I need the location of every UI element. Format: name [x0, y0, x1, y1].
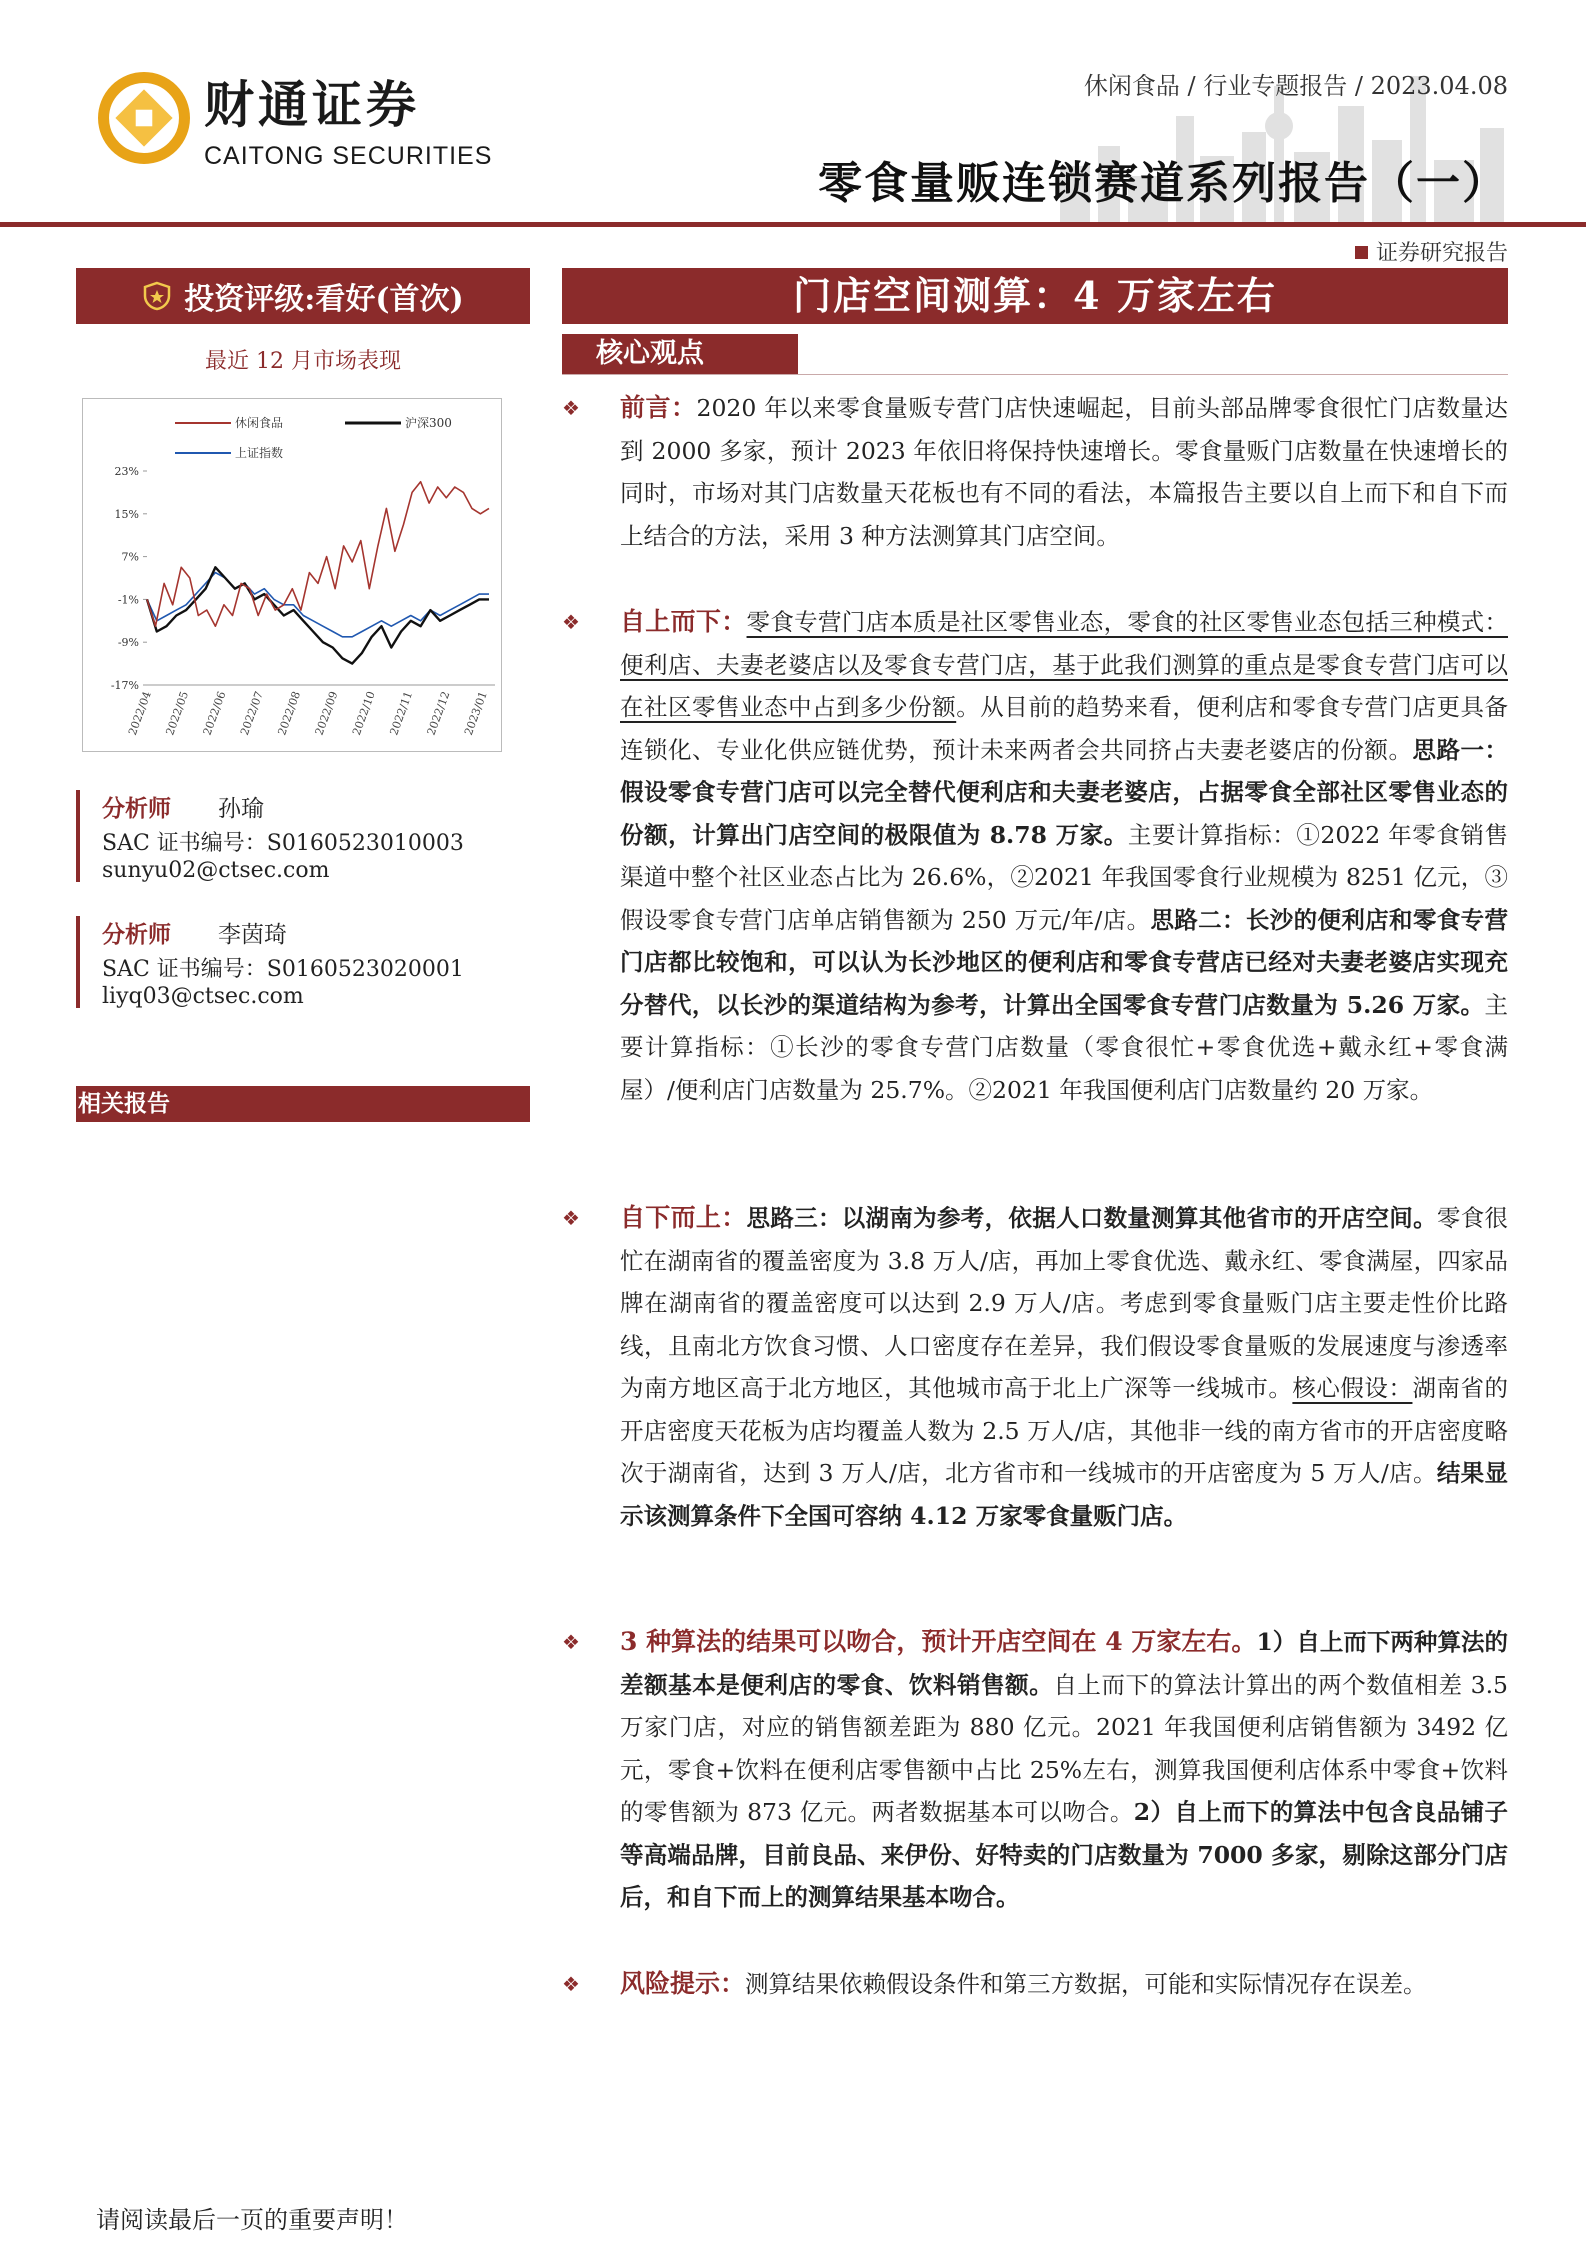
top-down-text-2: 主要计算指标：①2022 年零食销售渠道中整个社区业态占比为 26.6%，②2021 年我国零食行业规模为 8251 亿元，③假设零食专营门店单店销售额为 250 万元/年/店。: [620, 820, 1508, 934]
conclusion-lead: 3 种算法的结果可以吻合，预计开店空间在 4 万家左右。: [620, 1627, 1257, 1656]
legend-label-sse: 上证指数: [235, 446, 284, 460]
report-type-label: 证券研究报告: [1375, 241, 1508, 266]
analyst-1-name: 孙瑜: [218, 796, 264, 822]
top-down-text-3: 主要计算指标：①长沙的零食专营门店数量（零食很忙+零食优选+戴永红+零食满屋）/便利店门店数量为 25.7%。②2021 年我国便利店门店数量约 20 万家。: [620, 990, 1508, 1104]
approach-1: 思路一：假设零食专营门店可以完全替代便利店和夫妻老婆店，占据零食全部社区零售业态的份额，计算出门店空间的极限值为 8.78 万家。: [620, 735, 1509, 849]
conclusion-text-1: 自上而下的算法计算出的两个数值相差 3.5 万家门店，对应的销售额差距为 880 亿元。2021 年我国便利店销售额为 3492 亿元，零食+饮料在便利店零售额中占比 25%左右，测算我国便利店体系中零食+饮料的零售额为 873 亿元。两者数据基本可以吻合。: [620, 1670, 1508, 1826]
x-tick-label: 2022/12: [424, 689, 453, 737]
core-assumption-label: 核心假设：: [1292, 1374, 1413, 1402]
plot-area: [147, 482, 489, 664]
approach-3: 思路三：以湖南为参考，依据人口数量测算其他省市的开店空间。: [746, 1204, 1437, 1232]
chart-legend: [175, 415, 452, 460]
bottom-up-result: 结果显示该测算条件下全国可容纳 4.12 万家零食量贩门店。: [620, 1459, 1508, 1530]
y-axis-ticks: [111, 465, 147, 692]
brand-name-cn: 财通证券: [204, 76, 420, 134]
chart-svg: [83, 399, 501, 751]
analyst-1-bar: [76, 790, 80, 882]
diamond-bullet-icon: ❖: [562, 1972, 580, 1996]
series-line-leisure-food: [147, 482, 489, 627]
risk-lead: 风险提示：: [620, 1969, 746, 1998]
paragraph-bottom-up: [562, 1197, 1508, 1537]
y-tick-label: 15%: [114, 507, 139, 521]
y-tick-label: 7%: [121, 550, 139, 564]
x-tick-label: 2022/07: [237, 689, 266, 737]
caitong-logo-icon: [98, 72, 190, 164]
paragraph-conclusion: [562, 1621, 1508, 1919]
x-tick-label: 2022/05: [163, 689, 192, 737]
paragraph-preface: [562, 387, 1508, 557]
y-tick-label: -9%: [117, 636, 139, 650]
core-view-tab: 核心观点: [562, 334, 798, 374]
analyst-2-email[interactable]: liyq03@ctsec.com: [102, 984, 304, 1009]
preface-lead: 前言：: [620, 393, 697, 422]
market-performance-chart: [82, 398, 502, 752]
shield-star-icon: [142, 281, 172, 311]
top-down-lead: 自上而下：: [620, 607, 747, 636]
approach-2: 思路二：长沙的便利店和零食专营门店都比较饱和，可以认为长沙地区的便利店和零食专营店已经对夫妻老婆店实现充分替代，以长沙的渠道结构为参考，计算出全国零食专营门店数量为 5.26 万家。: [620, 905, 1508, 1019]
bottom-up-text-1: 零食很忙在湖南省的覆盖密度为 3.8 万人/店，再加上零食优选、戴永红、零食满屋，四家品牌在湖南省的覆盖密度可以达到 2.9 万人/店。考虑到零食量贩门店主要走性价比路线，且南北方饮食习惯、人口密度存在差异，我们假设零食量贩的发展速度与渗透率为南方地区高于北方地区，其他城市高于北上广深等一线城市。: [620, 1204, 1509, 1402]
y-tick-label: -1%: [117, 593, 139, 607]
legend-label-leisure-food: 休闲食品: [235, 416, 284, 430]
legend-label-hs300: 沪深300: [405, 416, 452, 430]
x-axis-ticks: [126, 685, 495, 737]
x-tick-label: 2022/08: [275, 689, 304, 737]
report-type: [1355, 236, 1508, 267]
x-tick-label: 2022/06: [200, 689, 229, 737]
paragraph-risk: [562, 1963, 1508, 2006]
analyst-2-bar: [76, 916, 80, 1008]
x-tick-label: 2022/04: [125, 689, 154, 737]
diamond-bullet-icon: ❖: [562, 1630, 580, 1654]
square-icon: [1355, 246, 1368, 259]
related-reports-heading: 相关报告: [76, 1086, 530, 1122]
header-meta: 休闲食品 / 行业专题报告 / 2023.04.08: [1083, 72, 1508, 100]
footer-disclaimer-note: 请阅读最后一页的重要声明！: [96, 2206, 408, 2234]
top-down-text-1: 。从目前的趋势来看，便利店和零食专营门店更具备连锁化、专业化供应链优势，预计未来两者会共同挤占夫妻老婆店的份额。: [620, 693, 1509, 764]
x-tick-label: 2022/09: [312, 689, 341, 737]
analyst-1-sac: SAC 证书编号：S0160523010003: [102, 831, 464, 856]
preface-text: 2020 年以来零食量贩专营门店快速崛起，目前头部品牌零食很忙门店数量达到 2000 多家，预计 2023 年依旧将保持快速增长。零食量贩门店数量在快速增长的同时，市场对其门店数量天花板也有不同的看法，本篇报告主要以自上而下和自下而上结合的方法，采用 3 种方法测算其门店空间。: [620, 394, 1508, 550]
bottom-up-text-2: 湖南省的开店密度天花板为店均覆盖人数为 2.5 万人/店，其他非一线的南方省市的开店密度略次于湖南省，达到 3 万人/店，北方省市和一线城市的开店密度为 5 万人/店。: [620, 1374, 1509, 1487]
x-tick-label: 2023/01: [461, 689, 490, 737]
diamond-bullet-icon: ❖: [562, 610, 580, 634]
core-view-divider: [562, 374, 1508, 375]
brand-name-en: CAITONG SECURITIES: [204, 142, 493, 170]
diamond-bullet-icon: ❖: [562, 396, 580, 420]
bottom-up-lead: 自下而上：: [620, 1203, 747, 1232]
analyst-1-label: 分析师: [102, 795, 171, 822]
y-tick-label: -17%: [110, 679, 139, 692]
x-tick-label: 2022/11: [387, 689, 416, 737]
rating-label: 投资评级:看好(首次): [184, 282, 464, 317]
diamond-bullet-icon: ❖: [562, 1206, 580, 1230]
headline: 门店空间测算：4 万家左右: [562, 268, 1508, 324]
chart-caption: 最近 12 月市场表现: [205, 349, 401, 374]
conclusion-point-1: 1）自上而下两种算法的差额基本是便利店的零食、饮料销售额。: [620, 1628, 1508, 1699]
y-tick-label: 23%: [114, 465, 139, 478]
rating-box: [76, 268, 530, 324]
conclusion-point-2: 2）自上而下的算法中包含良品铺子等高端品牌，目前良品、来伊份、好特卖的门店数量为 7000 多家，剔除这部分门店后，和自下而上的测算结果基本吻合。: [620, 1798, 1508, 1911]
risk-text: 测算结果依赖假设条件和第三方数据，可能和实际情况存在误差。: [745, 1970, 1427, 1998]
analyst-2-label: 分析师: [102, 921, 171, 948]
analyst-2-name: 李茵琦: [218, 922, 287, 948]
report-series-title: 零食量贩连锁赛道系列报告（一）: [818, 158, 1508, 209]
analyst-2-sac: SAC 证书编号：S0160523020001: [102, 957, 464, 982]
paragraph-top-down: [562, 601, 1508, 1111]
analyst-1-email[interactable]: sunyu02@ctsec.com: [102, 858, 330, 883]
header-divider: [0, 222, 1586, 227]
top-down-underlined: 零食专营门店本质是社区零售业态，零食的社区零售业态包括三种模式：便利店、夫妻老婆店以及零食专营门店，基于此我们测算的重点是零食专营门店可以在社区零售业态中占到多少份额: [620, 608, 1508, 721]
x-tick-label: 2022/10: [349, 689, 378, 737]
